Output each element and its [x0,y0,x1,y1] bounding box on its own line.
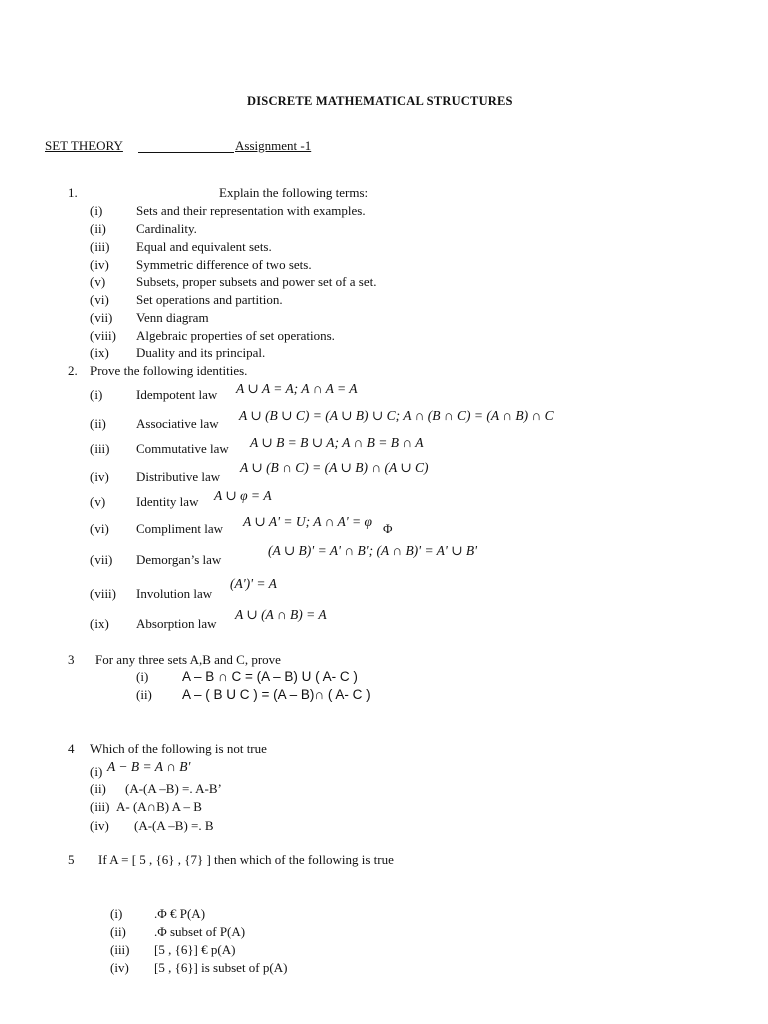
list-item: [5 , {6}] is subset of p(A) [154,960,288,975]
item-number: (vi) [90,292,109,307]
law-label: Associative law [136,416,219,431]
item-number: (i) [90,764,103,779]
law-formula: (A ∪ B)' = A' ∩ B'; (A ∩ B)' = A' ∪ B' [268,543,478,558]
question-number: 4 [68,741,75,756]
law-formula: A ∪ (B ∪ C) = (A ∪ B) ∪ C; A ∩ (B ∩ C) = (A ∩ B) ∩ C [239,408,554,423]
item-number: (i) [136,669,149,684]
item-number: (vii) [90,310,113,325]
list-item: .Φ subset of P(A) [154,924,246,939]
list-item: Subsets, proper subsets and power set of a set. [136,274,377,289]
item-number: (ix) [90,616,109,631]
item-number: (vii) [90,552,113,567]
item-number: (iv) [90,818,109,833]
phi-symbol: Φ [383,521,393,536]
item-number: (v) [90,494,106,509]
list-item: (A-(A –B) =. A-B’ [125,781,222,796]
item-number: (iii) [90,239,110,254]
item-number: (ii) [136,687,152,702]
question-heading: Which of the following is not true [90,741,267,756]
list-item: Equal and equivalent sets. [136,239,272,254]
law-label: Demorgan’s law [136,552,222,567]
list-item: Sets and their representation with examples. [136,203,366,218]
list-item: A- (A∩B) A – B [116,799,202,814]
law-label: Idempotent law [136,387,218,402]
item-number: (ix) [90,345,109,360]
law-formula: A ∪ A = A; A ∩ A = A [236,381,358,396]
list-item: [5 , {6}] € p(A) [154,942,236,957]
question-number: 5 [68,852,75,867]
question-number: 1. [68,185,78,200]
list-item: Cardinality. [136,221,197,236]
item-number: (iv) [90,469,109,484]
header-underline [138,152,234,153]
item-number: (v) [90,274,106,289]
law-label: Compliment law [136,521,224,536]
question-number: 3 [68,652,75,667]
law-label: Identity law [136,494,199,509]
item-number: (ii) [110,924,126,939]
section-heading: SET THEORY [45,138,123,153]
item-number: (iv) [90,257,109,272]
item-number: (viii) [90,328,116,343]
item-number: (ii) [90,781,106,796]
law-label: Distributive law [136,469,221,484]
question-heading: For any three sets A,B and C, prove [95,652,281,667]
item-number: (ii) [90,416,106,431]
list-item: A − B = A ∩ B' [107,759,191,774]
list-item: (A-(A –B) =. B [134,818,214,833]
law-label: Involution law [136,586,213,601]
list-item: Symmetric difference of two sets. [136,257,312,272]
list-item: Duality and its principal. [136,345,266,360]
item-number: (i) [90,203,103,218]
question-heading: Explain the following terms: [219,185,369,200]
item-number: (iv) [110,960,129,975]
item-number: (i) [90,387,103,402]
law-formula: A ∪ A' = U; A ∩ A' = φ [243,514,372,529]
item-number: (i) [110,906,123,921]
item-number: (iii) [90,441,110,456]
list-item: .Φ € P(A) [154,906,206,921]
item-number: (ii) [90,221,106,236]
law-formula: (A')' = A [230,576,277,591]
law-label: Absorption law [136,616,217,631]
law-formula: A ∪ (A ∩ B) = A [235,607,327,622]
question-heading: If A = [ 5 , {6} , {7} ] then which of the following is true [98,852,394,867]
item-number: (iii) [90,799,110,814]
item-number: (viii) [90,586,116,601]
list-item: A – ( B U C ) = (A – B)∩ ( A- C ) [182,687,371,702]
law-formula: A ∪ B = B ∪ A; A ∩ B = B ∩ A [250,435,424,450]
list-item: Algebraic properties of set operations. [136,328,335,343]
assignment-label: Assignment -1 [235,138,312,153]
document-title: DISCRETE MATHEMATICAL STRUCTURES [247,94,513,108]
item-number: (vi) [90,521,109,536]
law-formula: A ∪ φ = A [214,488,272,503]
list-item: Venn diagram [136,310,209,325]
law-formula: A ∪ (B ∩ C) = (A ∪ B) ∩ (A ∪ C) [240,460,429,475]
question-number: 2. [68,363,78,378]
list-item: Set operations and partition. [136,292,283,307]
item-number: (iii) [110,942,130,957]
law-label: Commutative law [136,441,229,456]
question-heading: Prove the following identities. [90,363,248,378]
list-item: A – B ∩ C = (A – B) U ( A- C ) [182,669,358,684]
